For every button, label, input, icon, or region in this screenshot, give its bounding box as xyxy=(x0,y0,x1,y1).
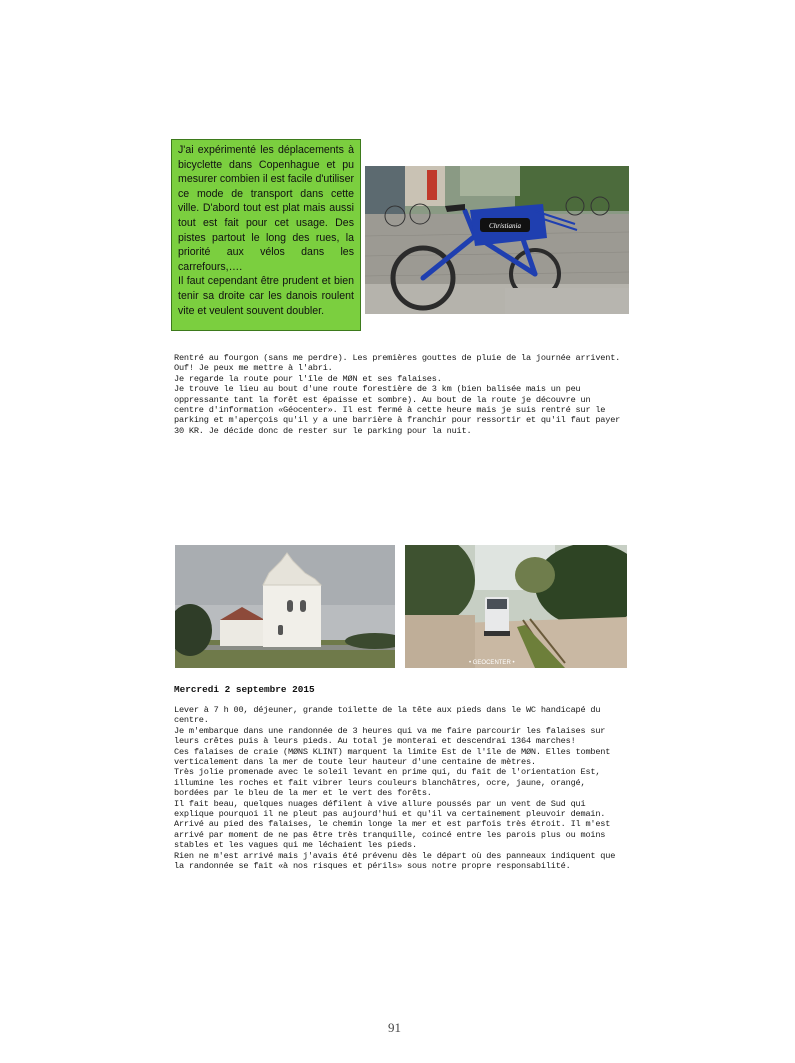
text-paragraph: Très jolie promenade avec le soleil levant en prime qui, du fait de l'orientation Est, illumine les roches et fait vibrer leurs couleurs blanchâtres, ocre, jaune, orangé, bordées par le bleu de la mer et le vert des forêts. xyxy=(174,767,606,799)
text-paragraph: Il fait beau, quelques nuages défilent à vive allure poussés par un vent de Sud qui explique pourquoi il ne pleut pas aujourd'hui et qu'il va certainement pleuvoir demain. xyxy=(174,798,606,820)
crate-logo-text: Christiania xyxy=(489,222,521,230)
text-paragraph: Je m'embarque dans une randonnée de 3 heures qui va me faire parcourir les falaises sur leurs crêtes puis à leurs pieds. Au total je monterai et descendrai 1364 marches! xyxy=(174,725,611,747)
text-paragraph: Rien ne m'est arrivé mais j'avais été prévenu dès le départ où des panneaux indiquent que la randonnée se fait «à nos risques et périls» sous notre propre responsabilité. xyxy=(174,850,621,872)
arrival-text-block xyxy=(174,353,626,436)
text-paragraph: Je regarde la route pour l'île de MØN et ses falaises. xyxy=(174,373,442,384)
bicycle-callout-box xyxy=(171,139,361,331)
text-paragraph: Arrivé au pied des falaises, le chemin longe la mer et est parfois très étroit. Il m'est arrivé par moment de ne pas être très tranquille, coincé entre les parois plus ou moins stables et les vagues qui me léchaient les pieds. xyxy=(174,819,616,851)
text-paragraph: Lever à 7 h 00, déjeuner, grande toilette de la tête aux pieds dans le WC handicapé du centre. xyxy=(174,705,606,726)
bicycle-photo xyxy=(365,166,629,314)
text-paragraph: Ces falaises de craie (MØNS KLINT) marquent la limite Est de l'île de MØN. Elles tombent verticalement dans la mer de toute leur hauteur d'une centaine de mètres. xyxy=(174,746,616,768)
callout-paragraph-2: Il faut cependant être prudent et bien tenir sa droite car les danois roulent vite et veulent souvent doubler. xyxy=(178,275,354,317)
date-heading: Mercredi 2 septembre 2015 xyxy=(174,684,315,695)
hike-text-block xyxy=(174,705,630,872)
geocenter-caption: • GEOCENTER • xyxy=(469,660,515,666)
callout-paragraph-1: J'ai expérimenté les déplacements à bicyclette dans Copenhague et pu mesurer combien il est facile d'utiliser ce mode de transport dans cette ville. D'abord tout est plat mais aussi tout est fait pour cet usage. Des pistes partout le long des rues, la priorité aux vélos dans les carrefours,…. xyxy=(178,144,354,273)
text-paragraph: Je trouve le lieu au bout d'une route forestière de 3 km (bien balisée mais un peu oppressante tant la forêt est épaisse et sombre). Au bout de la route je découvre un centre d'information «Géocenter». Il est fermé à cette heure mais je suis rentré sur le parking et m'aperçois qu'il y a une barrière à franchir pour ressortir et qu'il faut payer 30 KR. Je décide donc de rester sur le parking pour la nuit. xyxy=(174,384,626,436)
geocenter-parking-photo xyxy=(405,545,627,668)
text-paragraph: Rentré au fourgon (sans me perdre). Les premières gouttes de pluie de la journée arrivent. Ouf! Je peux me mettre à l'abri. xyxy=(174,353,626,374)
church-photo xyxy=(175,545,395,668)
page-number: 91 xyxy=(388,1020,401,1035)
